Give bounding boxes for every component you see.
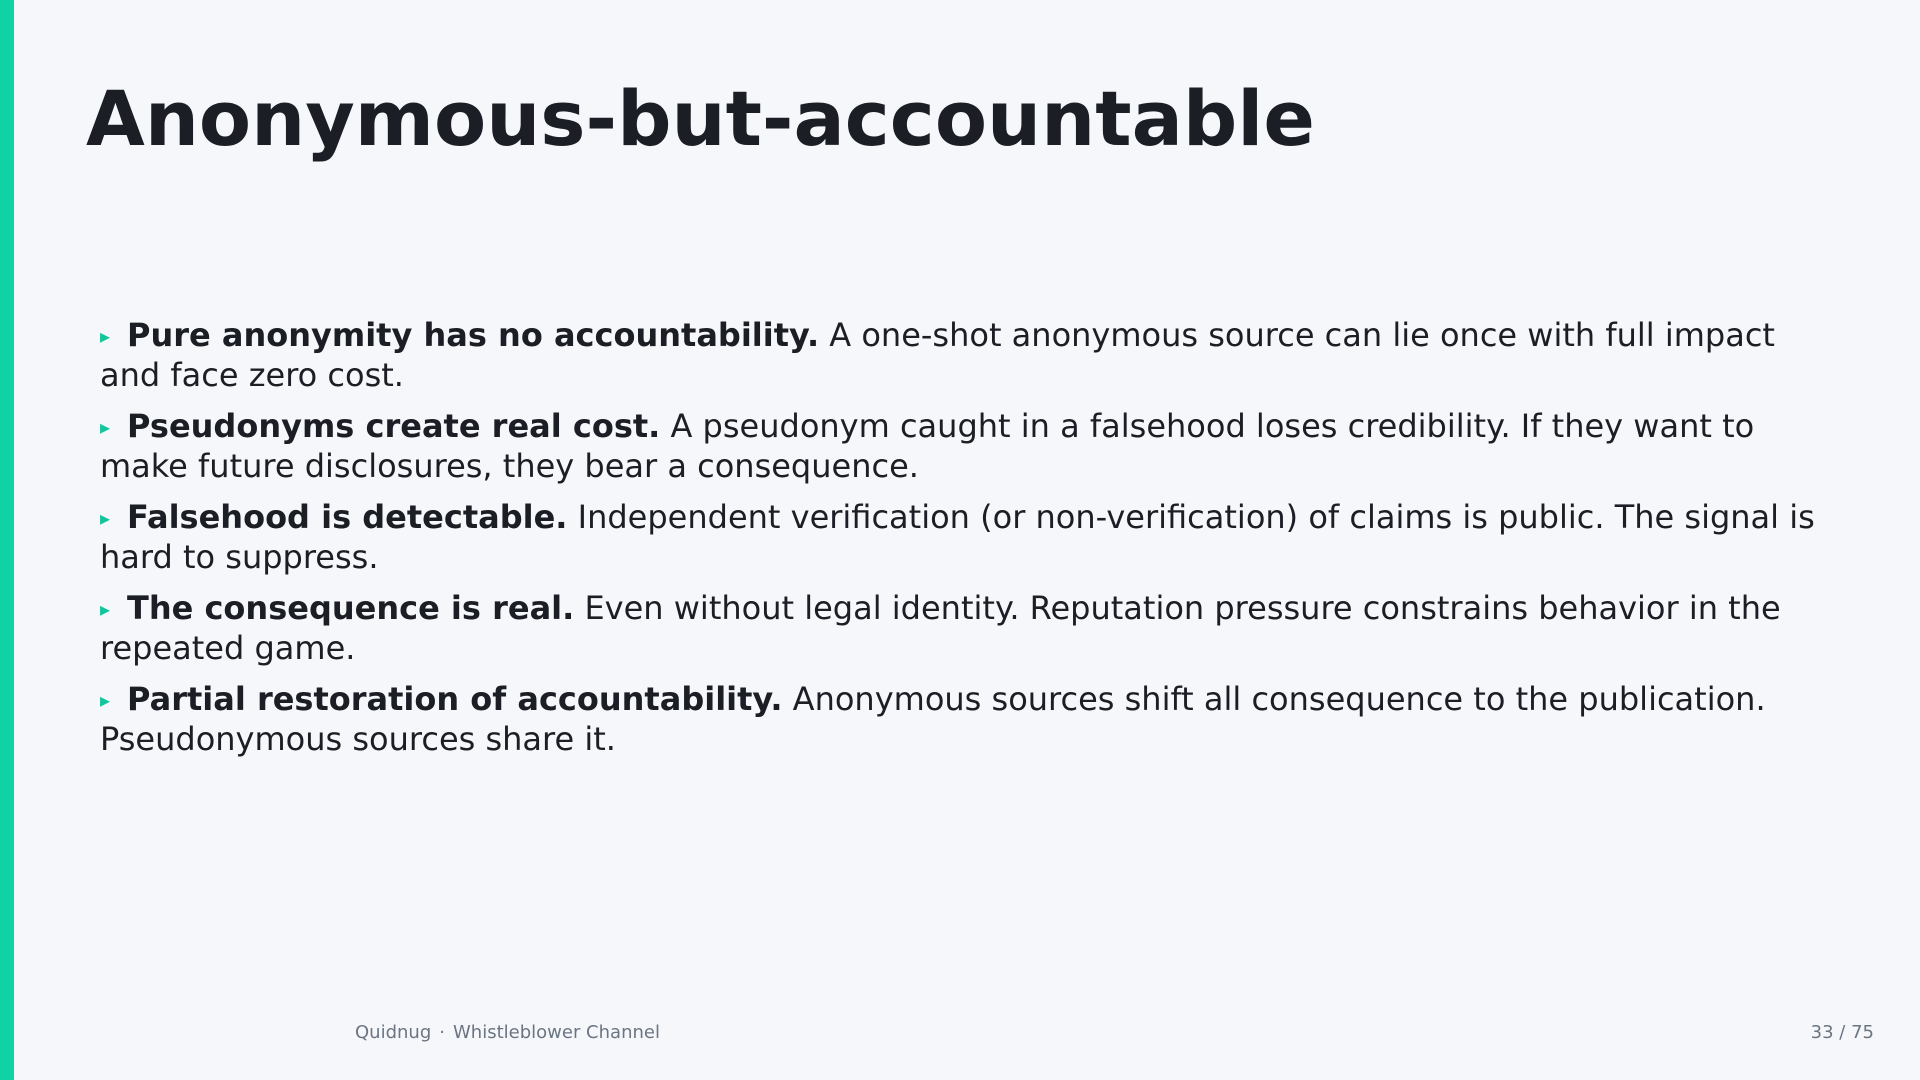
bullet-item [100,589,1820,668]
triangle-bullet-icon: ▸ [100,324,111,348]
footer-separator: · [439,1022,445,1043]
footer [355,1022,660,1043]
bullet-heading: Partial restoration of accountability. [127,680,783,718]
bullet-text: Anonymous sources shift all consequence to the publication. Pseudonymous sources share it. [100,680,1766,758]
bullet-item [100,498,1820,577]
bullet-text: A pseudonym caught in a falsehood loses credibility. If they want to make future disclosures, they bear a consequence. [100,407,1755,485]
triangle-bullet-icon: ▸ [100,506,111,530]
page-number: 33 / 75 [1810,1022,1874,1043]
bullet-heading: Pseudonyms create real cost. [127,407,661,445]
bullet-heading: Pure anonymity has no accountability. [127,316,820,354]
triangle-bullet-icon: ▸ [100,415,111,439]
bullet-text: A one-shot anonymous source can lie once with full impact and face zero cost. [100,316,1775,394]
footer-deck-name: Whistleblower Channel [452,1022,660,1043]
bullet-heading: Falsehood is detectable. [127,498,568,536]
accent-bar [0,0,14,1080]
footer-brand: Quidnug [355,1022,432,1043]
bullet-text: Independent verification (or non-verification) of claims is public. The signal is hard to suppress. [100,498,1815,576]
triangle-bullet-icon: ▸ [100,597,111,621]
bullet-text: Even without legal identity. Reputation pressure constrains behavior in the repeated game. [100,589,1781,667]
slide-title: Anonymous-but-accountable [86,74,1315,163]
bullet-heading: The consequence is real. [127,589,575,627]
bullet-item [100,316,1820,395]
bullet-list [100,316,1820,771]
triangle-bullet-icon: ▸ [100,688,111,712]
bullet-item [100,407,1820,486]
bullet-item [100,680,1820,759]
